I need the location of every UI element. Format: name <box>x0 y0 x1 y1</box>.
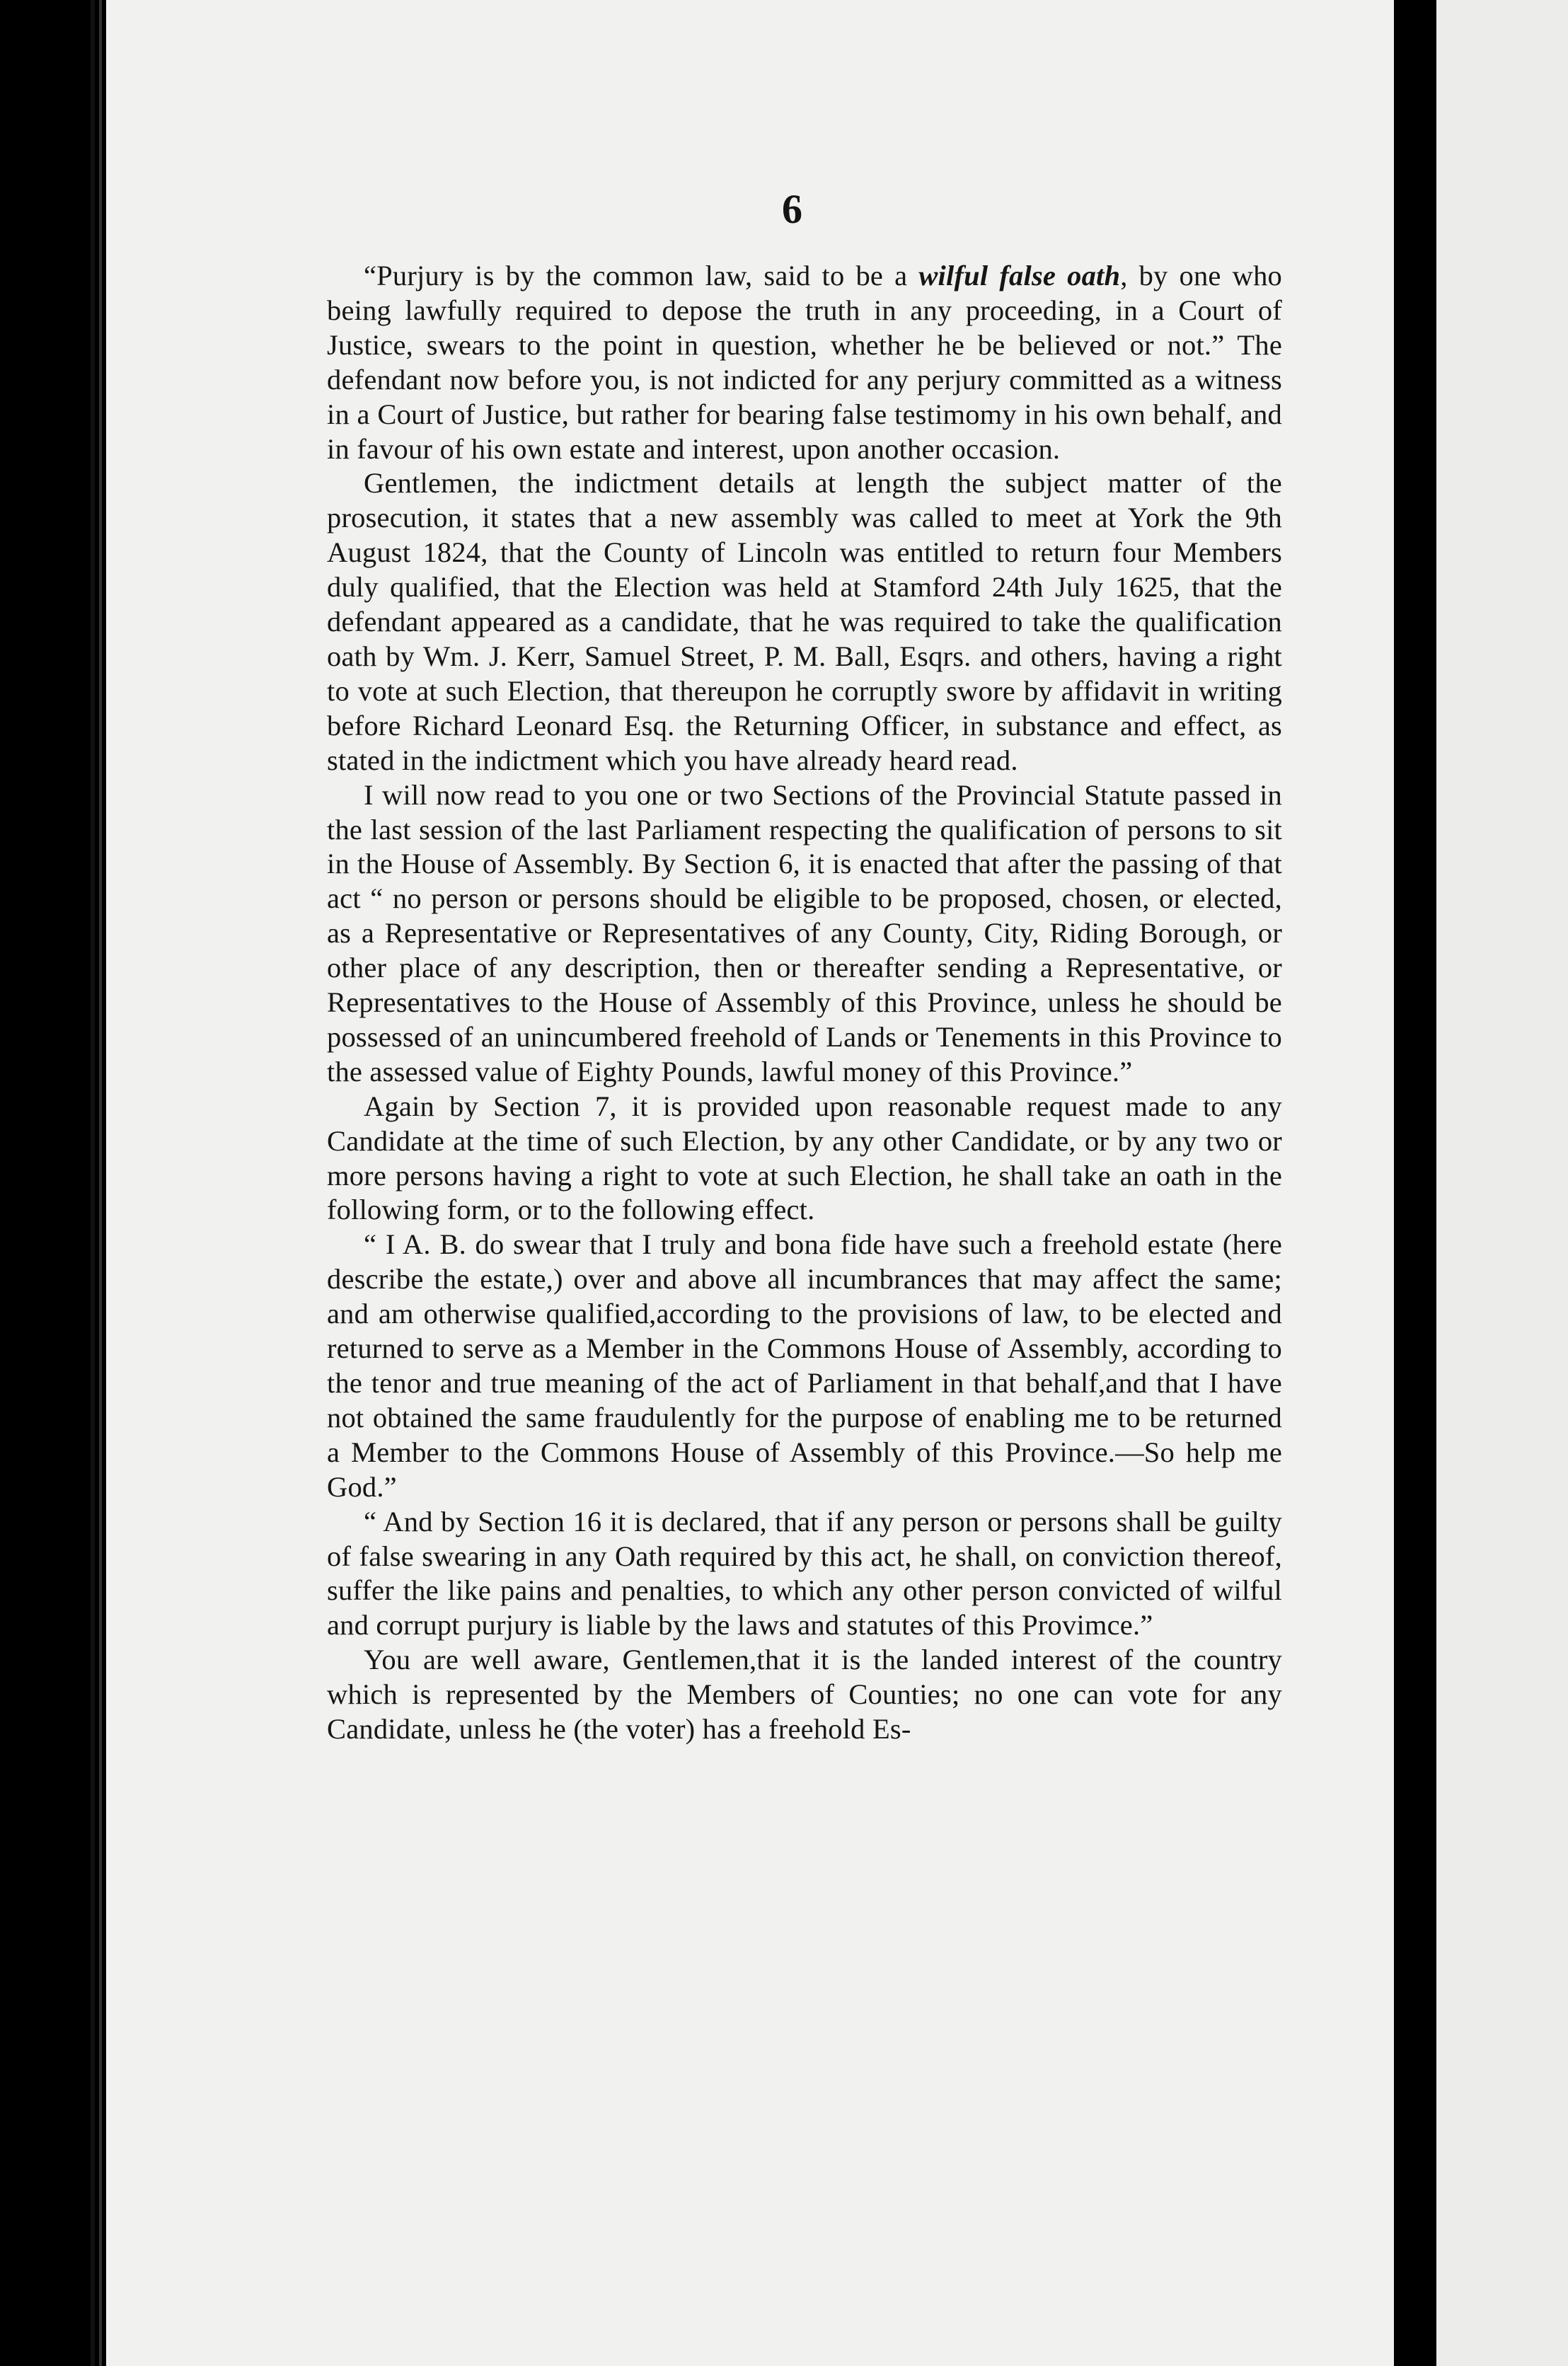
adjacent-page-edge <box>1436 0 1568 2366</box>
paragraph-indictment: Gentlemen, the indictment details at length the subject matter of the prosecution, it states that a new assembly was called to meet at York the 9th August 1824, that the County of Lincoln was entitled to return four Members duly qualified, that the Election was held at Stamford 24th July 1625, that the defendant appeared as a candidate, that he was required to take the qualification oath by Wm. J. Kerr, Samuel Street, P. M. Ball, Esqrs. and others, having a right to vote at such Election, that thereupon he corruptly swore by affidavit in writing before Richard Leonard Esq. the Returning Officer, in substance and effect, as stated in the indictment which you have already heard read. <box>327 467 1282 776</box>
body-text <box>327 259 1282 1747</box>
paragraph-text-start: “Purjury is by the common law, said to be a <box>364 260 919 292</box>
paragraph-section-6: I will now read to you one or two Sections of the Provincial Statute passed in the last session of the last Parliament respecting the qualification of persons to sit in the House of Assembly. By Section 6, it is enacted that after the passing of that act “ no person or persons should be eligible to be proposed, chosen, or elected, as a Representative or Representatives of any County, City, Riding Borough, or other place of any description, then or thereafter sending a Representative, or Representatives to the House of Assembly of this Province, unless he should be possessed of an unincumbered freehold of Lands or Tenements in this Province to the assessed value of Eighty Pounds, lawful money of this Province.” <box>327 778 1282 1087</box>
page-number: 6 <box>782 186 802 232</box>
binding-gutter-line-inner <box>99 0 102 2366</box>
paragraph-landed-interest: You are well aware, Gentlemen,that it is the landed interest of the country which is represented by the Members of Counties; no one can vote for any Candidate, unless he (the voter) has a freehold Es- <box>327 1644 1282 1745</box>
italic-phrase: wilful false oath <box>918 260 1121 292</box>
paragraph-section-16: “ And by Section 16 it is declared, that if any person or persons shall be guilty of false swearing in any Oath required by this act, he shall, on conviction thereof, suffer the like pains and penalties, to which any other person convicted of wilful and corrupt purjury is liable by the laws and statutes of this Provimce.” <box>327 1505 1282 1641</box>
paragraph-oath: “ I A. B. do swear that I truly and bona fide have such a freehold estate (here describe the estate,) over and above all incumbrances that may affect the same; and am otherwise qualified,according to the provisions of law, to be elected and returned to serve as a Member in the Commons House of Assembly, according to the tenor and true meaning of the act of Parliament in that behalf,and that I have not obtained the same fraudulently for the purpose of enabling me to be returned a Member to the Commons House of Assembly of this Province.—So help me God.” <box>327 1228 1282 1503</box>
paragraph-perjury-definition <box>327 259 1282 466</box>
paragraph-text-end: , by one who being lawfully required to depose the truth in any proceeding, in a Court of Justice, swears to the point in question, whether he be believed or not.” The defendant now before you, is not indicted for any perjury committed as a witness in a Court of Justice, but rather for bearing false testimomy in his own behalf, and in favour of his own estate and interest, upon another occasion. <box>327 260 1282 465</box>
binding-gutter-line <box>91 0 95 2366</box>
paragraph-section-7: Again by Section 7, it is provided upon reasonable request made to any Candidate at the time of such Election, by any other Candidate, or by any two or more persons having a right to vote at such Election, he shall take an oath in the following form, or to the following effect. <box>327 1090 1282 1226</box>
